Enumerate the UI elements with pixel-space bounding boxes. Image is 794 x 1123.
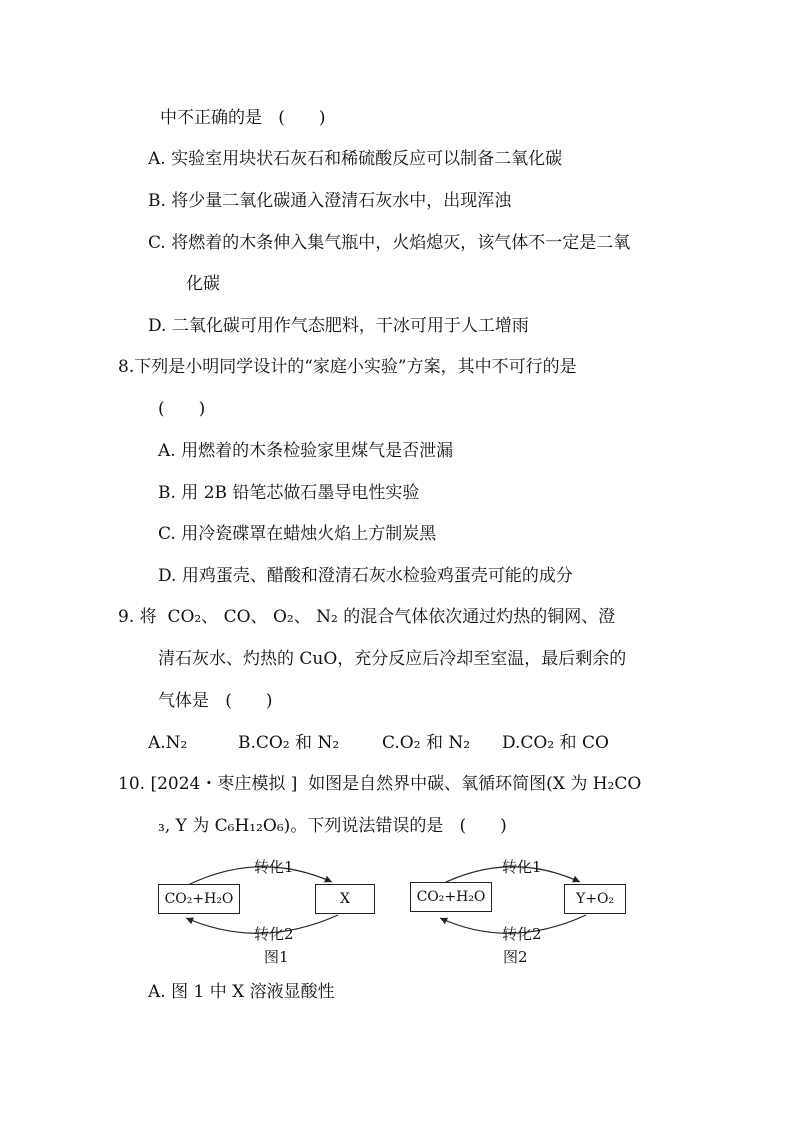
fig2-left-box: CO₂+H₂O — [410, 882, 492, 912]
q7-option-d: D. 二氧化碳可用作气态肥料，干冰可用于人工增雨 — [148, 316, 529, 336]
q10-stem-line1: 10. [2024・枣庄模拟 ] 如图是自然界中碳、氧循环简图(X 为 H₂CO — [118, 774, 642, 794]
fig2-caption: 图2 — [503, 948, 528, 966]
q7-option-b: B. 将少量二氧化碳通入澄清石灰水中，出现浑浊 — [148, 191, 512, 211]
q9-stem-line3: 气体是 ( ) — [158, 691, 273, 711]
fig2-top-label: 转化1 — [502, 858, 542, 876]
q10-stem-line2: ₃, Y 为 C₆H₁₂O₆)。下列说法错误的是 ( ) — [158, 816, 507, 836]
answer-paren: ( ) — [225, 691, 273, 711]
answer-paren: ( ) — [459, 816, 507, 836]
q9-option-b: B.CO₂ 和 N₂ — [238, 733, 340, 753]
fig1-bottom-label: 转化2 — [254, 925, 294, 943]
q10-option-a: A. 图 1 中 X 溶液显酸性 — [148, 982, 335, 1002]
q8-option-d: D. 用鸡蛋壳、醋酸和澄清石灰水检验鸡蛋壳可能的成分 — [158, 566, 573, 586]
q9-option-c: C.O₂ 和 N₂ — [382, 733, 471, 753]
q7-option-a: A. 实验室用块状石灰石和稀硫酸反应可以制备二氧化碳 — [148, 149, 563, 169]
carbon-oxygen-cycle-figure — [150, 852, 650, 972]
q9-option-a: A.N₂ — [148, 733, 188, 753]
fig2-bottom-label: 转化2 — [502, 925, 542, 943]
fig1-left-box: CO₂+H₂O — [158, 884, 240, 914]
q8-option-a: A. 用燃着的木条检验家里煤气是否泄漏 — [158, 441, 454, 461]
q8-option-c: C. 用冷瓷碟罩在蜡烛火焰上方制炭黑 — [158, 524, 437, 544]
q8-option-b: B. 用 2B 铅笔芯做石墨导电性实验 — [158, 483, 420, 503]
q9-stem-line1: 9. 将 CO₂、 CO、 O₂、 N₂ 的混合气体依次通过灼热的铜网、澄 — [118, 607, 616, 627]
q8-paren: ( ) — [158, 399, 206, 419]
fig1-top-label: 转化1 — [254, 858, 294, 876]
answer-paren: ( ) — [278, 108, 326, 128]
q7-stem-end: 中不正确的是 ( ) — [160, 108, 326, 128]
fig1-caption: 图1 — [264, 948, 289, 966]
q7-option-c: C. 将燃着的木条伸入集气瓶中，火焰熄灭，该气体不一定是二氧 — [148, 233, 631, 253]
fig2-right-box: Y+O₂ — [564, 884, 626, 914]
q7-option-c-cont: 化碳 — [186, 274, 220, 294]
q9-stem-line2: 清石灰水、灼热的 CuO，充分反应后冷却至室温，最后剩余的 — [158, 649, 627, 669]
q9-gas-list: CO₂、 CO、 O₂、 N₂ — [167, 607, 338, 627]
q9-option-d: D.CO₂ 和 CO — [502, 733, 609, 753]
q10-source-tag: 10. [2024・枣庄模拟 ] — [118, 774, 298, 794]
fig1-right-box: X — [315, 884, 375, 914]
q8-stem: 8.下列是小明同学设计的“家庭小实验”方案，其中不可行的是 — [118, 357, 577, 377]
